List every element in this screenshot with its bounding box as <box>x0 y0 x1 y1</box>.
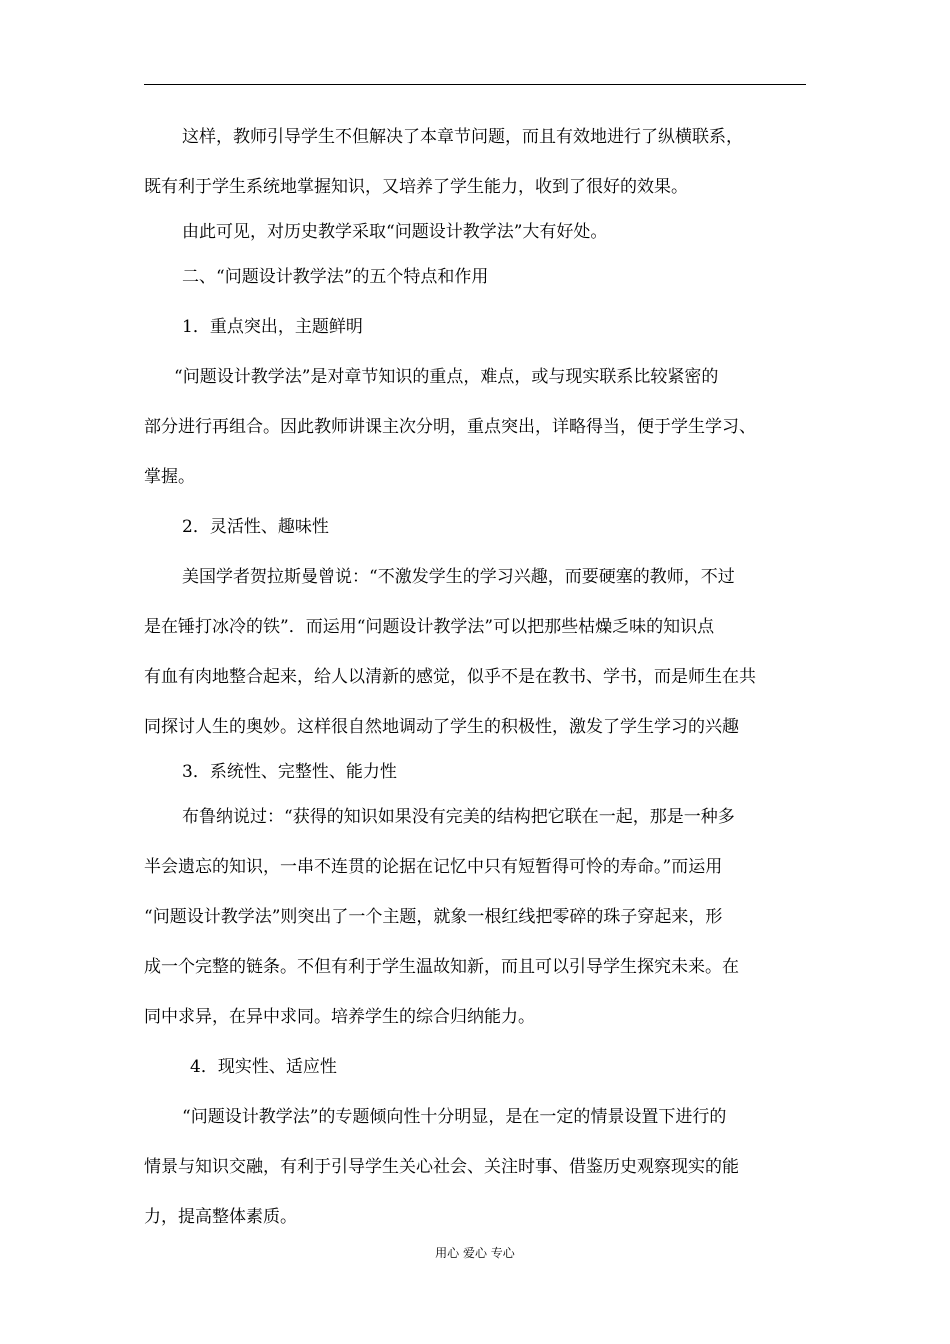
paragraph-line: 同中求异，在异中求同。培养学生的综合归纳能力。 <box>144 1007 535 1027</box>
paragraph-line: “问题设计教学法”的专题倾向性十分明显，是在一定的情景设置下进行的 <box>182 1107 727 1127</box>
document-body <box>144 112 806 1242</box>
paragraph-line: “问题设计教学法”则突出了一个主题，就象一根红线把零碎的珠子穿起来，形 <box>144 907 723 927</box>
page-footer: 用心 爱心 专心 <box>435 1246 515 1260</box>
paragraph-line: 同探讨人生的奥妙。这样很自然地调动了学生的积极性，激发了学生学习的兴趣 <box>144 717 739 737</box>
paragraph-line: “问题设计教学法”是对章节知识的重点，难点，或与现实联系比较紧密的 <box>174 367 719 387</box>
paragraph-line: 掌握。 <box>144 467 195 487</box>
paragraph-line: 力，提高整体素质。 <box>144 1207 297 1227</box>
paragraph-line: 有血有肉地整合起来，给人以清新的感觉，似乎不是在教书、学书，而是师生在共 <box>144 667 756 687</box>
header-rule <box>144 84 806 85</box>
subheading: 2．灵活性、趣味性 <box>182 517 329 537</box>
paragraph-line: 由此可见，对历史教学采取“问题设计教学法”大有好处。 <box>182 222 608 242</box>
section-heading: 二、“问题设计教学法”的五个特点和作用 <box>182 267 489 287</box>
paragraph-line: 布鲁纳说过：“获得的知识如果没有完美的结构把它联在一起，那是一种多 <box>182 807 735 827</box>
paragraph-line: 情景与知识交融，有利于引导学生关心社会、关注时事、借鉴历史观察现实的能 <box>144 1157 739 1177</box>
paragraph-line: 半会遗忘的知识，一串不连贯的论据在记忆中只有短暂得可怜的寿命。”而运用 <box>144 857 723 877</box>
paragraph-line: 是在锤打冰冷的铁”．而运用“问题设计教学法”可以把那些枯燥乏味的知识点 <box>144 617 715 637</box>
paragraph-line: 部分进行再组合。因此教师讲课主次分明，重点突出，详略得当，便于学生学习、 <box>144 417 756 437</box>
paragraph-line: 这样，教师引导学生不但解决了本章节问题，而且有效地进行了纵横联系， <box>182 127 743 147</box>
paragraph-line: 既有利于学生系统地掌握知识，又培养了学生能力，收到了很好的效果。 <box>144 177 688 197</box>
subheading: 3．系统性、完整性、能力性 <box>182 762 397 782</box>
subheading: 4．现实性、适应性 <box>190 1057 337 1077</box>
paragraph-line: 成一个完整的链条。不但有利于学生温故知新，而且可以引导学生探究未来。在 <box>144 957 739 977</box>
subheading: 1．重点突出，主题鲜明 <box>182 317 363 337</box>
paragraph-line: 美国学者贺拉斯曼曾说：“不激发学生的学习兴趣，而要硬塞的教师，不过 <box>182 567 735 587</box>
